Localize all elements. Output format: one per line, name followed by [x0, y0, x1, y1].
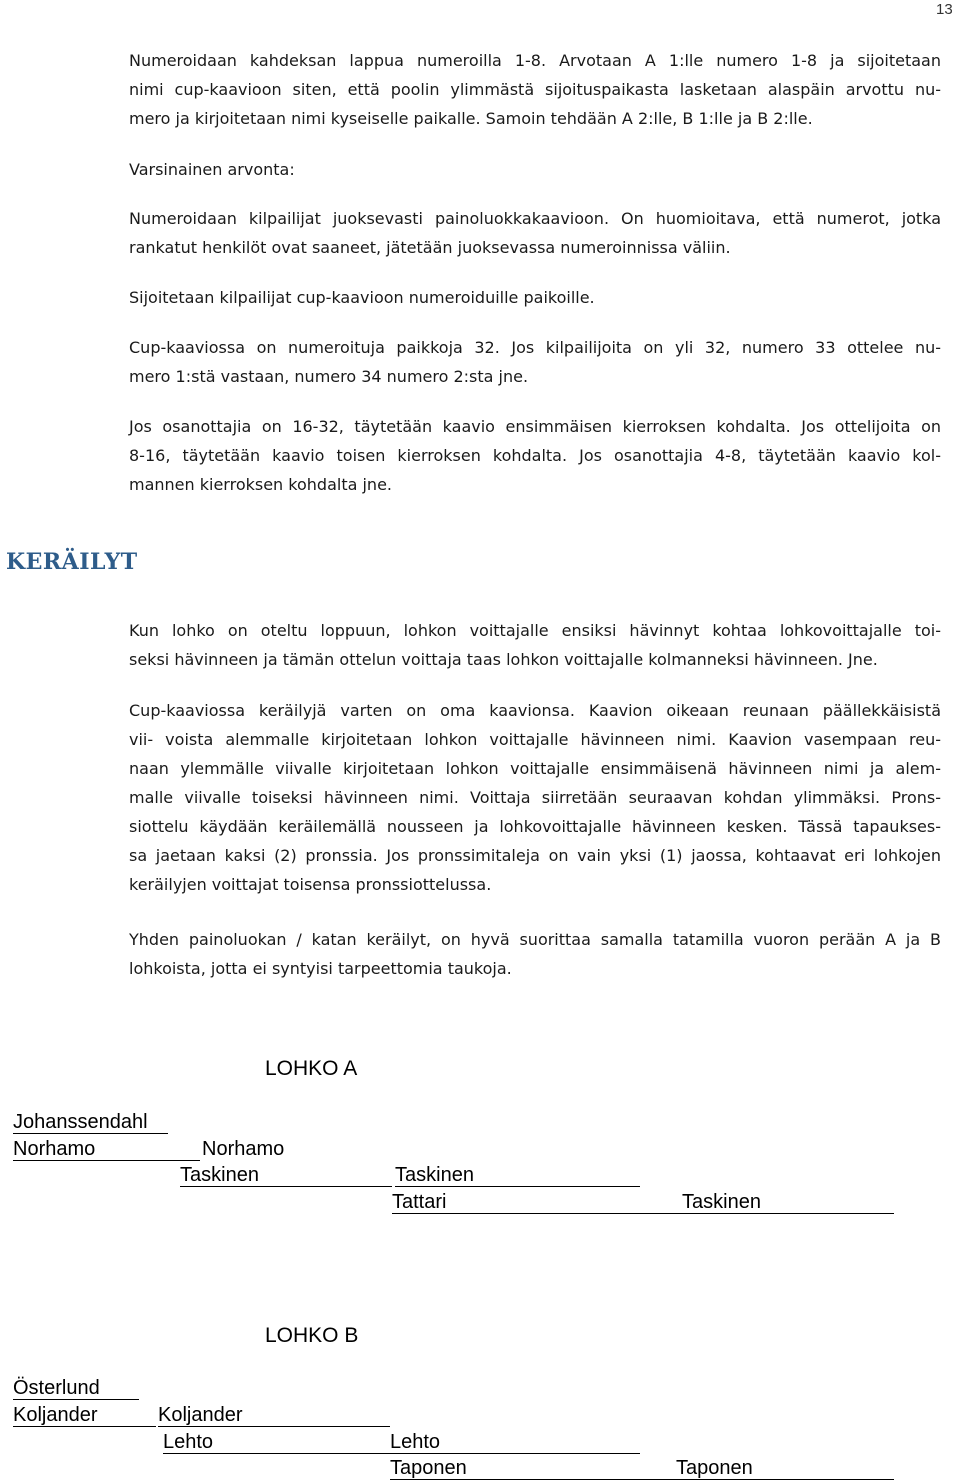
text-line: Sijoitetaan kilpailijat cup-kaavioon numeroiduille paikoille.	[129, 288, 595, 307]
text-line: mannen kierroksen kohdalta jne.	[129, 475, 392, 494]
text-line: lohkoista, jotta ei syntyisi tarpeettomia taukoja.	[129, 959, 512, 978]
bracket-title: LOHKO B	[265, 1324, 359, 1347]
text-line: Yhden painoluokan / katan keräilyt, on hyvä suorittaa samalla tatamilla vuoron perään A ja B	[129, 930, 941, 949]
bracket-round2-name: Norhamo	[202, 1138, 285, 1160]
text-line: Kun lohko on oteltu loppuun, lohkon voittajalle ensiksi hävinnyt kohtaa lohkovoittajalle toi-	[129, 621, 941, 640]
section-heading: KERÄILYT	[6, 549, 138, 575]
text-line: Cup-kaaviossa keräilyjä varten on oma kaavionsa. Kaavion oikeaan reunaan päällekkäisistä	[129, 701, 941, 720]
bracket-line	[392, 1213, 682, 1214]
bracket-line	[676, 1479, 894, 1480]
section-paragraph-scheduling	[129, 925, 941, 983]
text-line: keräilyjen voittajat toisensa pronssiottelussa.	[129, 875, 492, 894]
text-line: Jos osanottajia on 16-32, täytetään kaavio ensimmäisen kierroksen kohdalta. Jos ottelijoita on	[129, 417, 941, 436]
text-line: naan ylemmälle viivalle kirjoitetaan lohkon voittajalle ensimmäisenä hävinneen nimi ja alem-	[129, 759, 941, 778]
bracket-round2-name: Koljander	[158, 1404, 243, 1426]
bracket-round2-name: Taskinen	[180, 1164, 259, 1186]
text-line: Varsinainen arvonta:	[129, 160, 295, 179]
bracket-final-name: Taskinen	[682, 1191, 761, 1213]
text-line: sa jaetaan kaksi (2) pronssia. Jos pronssimitaleja on vain yksi (1) jaossa, kohtaavat eri lohkojen	[129, 846, 941, 865]
bracket-line	[13, 1160, 200, 1161]
bracket-line	[13, 1133, 168, 1134]
page-number: 13	[936, 1, 953, 18]
text-line: rankatut henkilöt ovat saaneet, jätetään juoksevassa numeroinnissa väliin.	[129, 238, 731, 257]
bracket-line	[390, 1453, 640, 1454]
text-line: mero 1:stä vastaan, numero 34 numero 2:sta jne.	[129, 367, 529, 386]
text-line: mero ja kirjoitetaan nimi kyseiselle paikalle. Samoin tehdään A 2:lle, B 1:lle ja B 2:lle.	[129, 109, 813, 128]
bracket-line	[13, 1399, 139, 1400]
bracket-line	[682, 1213, 894, 1214]
bracket-line	[390, 1479, 676, 1480]
intro-paragraph-cup-slots	[129, 333, 941, 391]
text-line: Numeroidaan kilpailijat juoksevasti painoluokkakaavioon. On huomioitava, että numerot, jotka	[129, 209, 941, 228]
bracket-final-name: Taponen	[676, 1457, 753, 1479]
bracket-round3-name: Tattari	[392, 1191, 447, 1213]
bracket-line	[180, 1186, 392, 1187]
intro-paragraph-rounds	[129, 412, 941, 499]
section-paragraph-block-end	[129, 616, 941, 674]
text-line: seksi hävinneen ja tämän ottelun voittaja taas lohkon voittajalle kolmanneksi hävinneen. Jne.	[129, 650, 878, 669]
bracket-line	[158, 1426, 390, 1427]
intro-paragraph-numbering	[129, 204, 941, 262]
bracket-round3-name: Taponen	[390, 1457, 467, 1479]
bracket-line	[163, 1453, 390, 1454]
bracket-round3-name: Taskinen	[395, 1164, 474, 1186]
intro-paragraph-placement	[129, 283, 941, 312]
bracket-round1-name: Johanssendahl	[13, 1111, 148, 1133]
text-line: Numeroidaan kahdeksan lappua numeroilla 1-8. Arvotaan A 1:lle numero 1-8 ja sijoitetaan	[129, 51, 941, 70]
intro-paragraph-actual-draw	[129, 155, 941, 184]
bracket-round1-name: Norhamo	[13, 1138, 96, 1160]
text-line: Cup-kaaviossa on numeroituja paikkoja 32. Jos kilpailijoita on yli 32, numero 33 ottelee nu-	[129, 338, 941, 357]
bracket-line	[395, 1186, 640, 1187]
bracket-round1-name: Koljander	[13, 1404, 98, 1426]
text-line: malle viivalle toiseksi hävinneen nimi. Voittaja siirretään seuraavan kohdan ylimmäksi. Prons-	[129, 788, 941, 807]
bracket-round1-name: Österlund	[13, 1377, 100, 1399]
text-line: nimi cup-kaavioon siten, että poolin ylimmästä sijoituspaikasta lasketaan alaspäin arvottu nu-	[129, 80, 941, 99]
bracket-round2-name: Lehto	[163, 1431, 214, 1453]
bracket-round3-name: Lehto	[390, 1431, 441, 1453]
bracket-line	[13, 1426, 156, 1427]
bracket-title: LOHKO A	[265, 1057, 358, 1080]
section-paragraph-repechage-chart	[129, 696, 941, 899]
text-line: vii- voista alemmalle kirjoitetaan lohkon voittajalle hävinneen nimi. Kaavion vasempaan reu-	[129, 730, 941, 749]
intro-paragraph-lottery	[129, 46, 941, 133]
text-line: siottelu käydään keräilemällä nousseen ja lohkovoittajalle hävinneen kesken. Tässä tapaukses-	[129, 817, 941, 836]
text-line: 8-16, täytetään kaavio toisen kierroksen kohdalta. Jos osanottajia 4-8, täytetään kaavio kol-	[129, 446, 941, 465]
